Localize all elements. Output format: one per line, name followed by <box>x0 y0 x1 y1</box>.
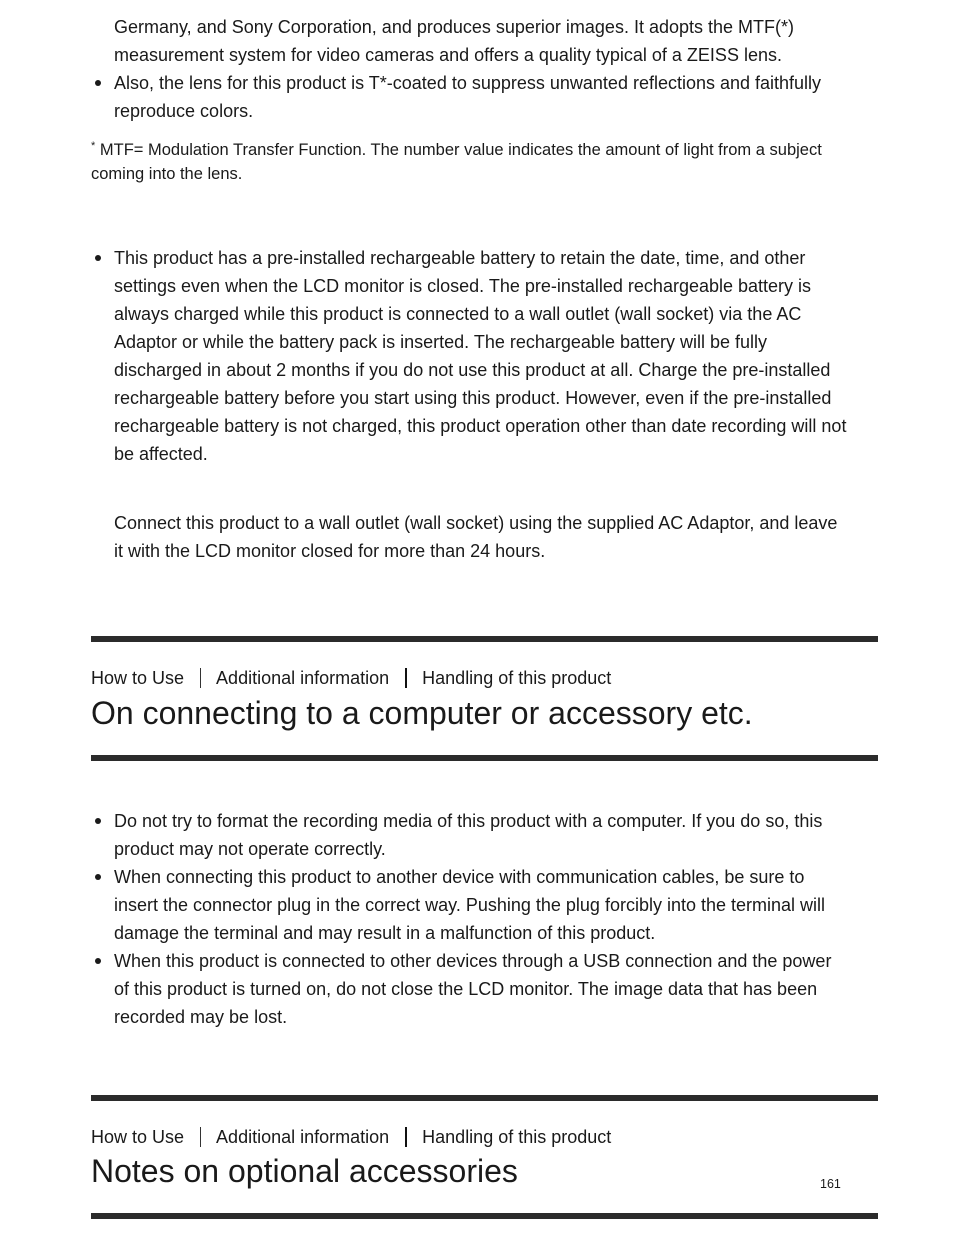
breadcrumb-additional-information[interactable]: Additional information <box>216 668 390 688</box>
section-bottom-rule <box>91 755 878 761</box>
breadcrumb <box>91 666 611 690</box>
battery-charge-instruction <box>114 509 884 565</box>
breadcrumb-additional-information[interactable]: Additional information <box>216 1127 390 1147</box>
zeiss-bullet-continuation <box>114 13 884 69</box>
page-title: Notes on optional accessories <box>91 1153 518 1189</box>
bullet-dot <box>95 958 101 964</box>
text-line: settings even when the LCD monitor is closed. The pre-installed rechargeable battery is <box>114 276 812 296</box>
text-line: rechargeable battery before you start using this product. However, even if the pre-installed <box>114 388 832 408</box>
breadcrumb-separator <box>200 668 201 688</box>
text-line: When this product is connected to other devices through a USB connection and the power <box>114 951 832 971</box>
breadcrumb-handling[interactable]: Handling of this product <box>422 668 612 688</box>
bullet-dot <box>95 80 101 86</box>
text-line: measurement system for video cameras and offers a quality typical of a ZEISS lens. <box>114 45 782 65</box>
text-line: product may not operate correctly. <box>114 839 386 859</box>
breadcrumb-separator <box>405 668 407 688</box>
bullet-dot <box>95 874 101 880</box>
breadcrumb-handling[interactable]: Handling of this product <box>422 1127 612 1147</box>
list-item <box>114 807 884 863</box>
text-line: recorded may be lost. <box>114 1007 288 1027</box>
breadcrumb-how-to-use[interactable]: How to Use <box>91 1127 185 1147</box>
footnote-line: coming into the lens. <box>91 165 243 183</box>
section-top-rule <box>91 1095 878 1101</box>
text-line: Germany, and Sony Corporation, and produces superior images. It adopts the MTF(*) <box>114 17 794 37</box>
battery-bullet <box>114 244 884 468</box>
section-bottom-rule <box>91 1213 878 1219</box>
bullet-dot <box>95 255 101 261</box>
text-line: When connecting this product to another device with communication cables, be sure to <box>114 867 805 887</box>
page-title: On connecting to a computer or accessory etc. <box>91 695 753 731</box>
breadcrumb-separator <box>405 1127 407 1147</box>
text-line: Adaptor or while the battery pack is inserted. The rechargeable battery will be fully <box>114 332 768 352</box>
page-number: 161 <box>820 1177 841 1191</box>
text-line: damage the terminal and may result in a malfunction of this product. <box>114 923 656 943</box>
breadcrumb <box>91 1125 611 1149</box>
tcoating-bullet <box>114 69 884 125</box>
breadcrumb-separator <box>200 1127 201 1147</box>
footnote-line <box>91 138 891 162</box>
text-line: reproduce colors. <box>114 101 254 121</box>
list-item <box>114 947 884 1031</box>
text-line: always charged while this product is connected to a wall outlet (wall socket) via the AC <box>114 304 802 324</box>
text-line: it with the LCD monitor closed for more than 24 hours. <box>114 541 546 561</box>
footnote-text: MTF= Modulation Transfer Function. The number value indicates the amount of light from a subject <box>95 141 822 159</box>
text-line: Do not try to format the recording media of this product with a computer. If you do so, this <box>114 811 823 831</box>
text-line: be affected. <box>114 444 208 464</box>
text-line: rechargeable battery is not charged, this product operation other than date recording will not <box>114 416 847 436</box>
list-item <box>114 863 884 947</box>
text-line: of this product is turned on, do not close the LCD monitor. The image data that has been <box>114 979 818 999</box>
text-line: insert the connector plug in the correct way. Pushing the plug forcibly into the terminal will <box>114 895 826 915</box>
breadcrumb-how-to-use[interactable]: How to Use <box>91 668 185 688</box>
text-line: This product has a pre-installed rechargeable battery to retain the date, time, and other <box>114 248 806 268</box>
text-line: Connect this product to a wall outlet (wall socket) using the supplied AC Adaptor, and leave <box>114 513 838 533</box>
footnote-mark: * <box>91 140 96 152</box>
text-line: Also, the lens for this product is T*-coated to suppress unwanted reflections and faithfully <box>114 73 822 93</box>
section-top-rule <box>91 636 878 642</box>
bullet-dot <box>95 818 101 824</box>
mtf-footnote <box>91 138 891 186</box>
text-line: discharged in about 2 months if you do not use this product at all. Charge the pre-installed <box>114 360 831 380</box>
